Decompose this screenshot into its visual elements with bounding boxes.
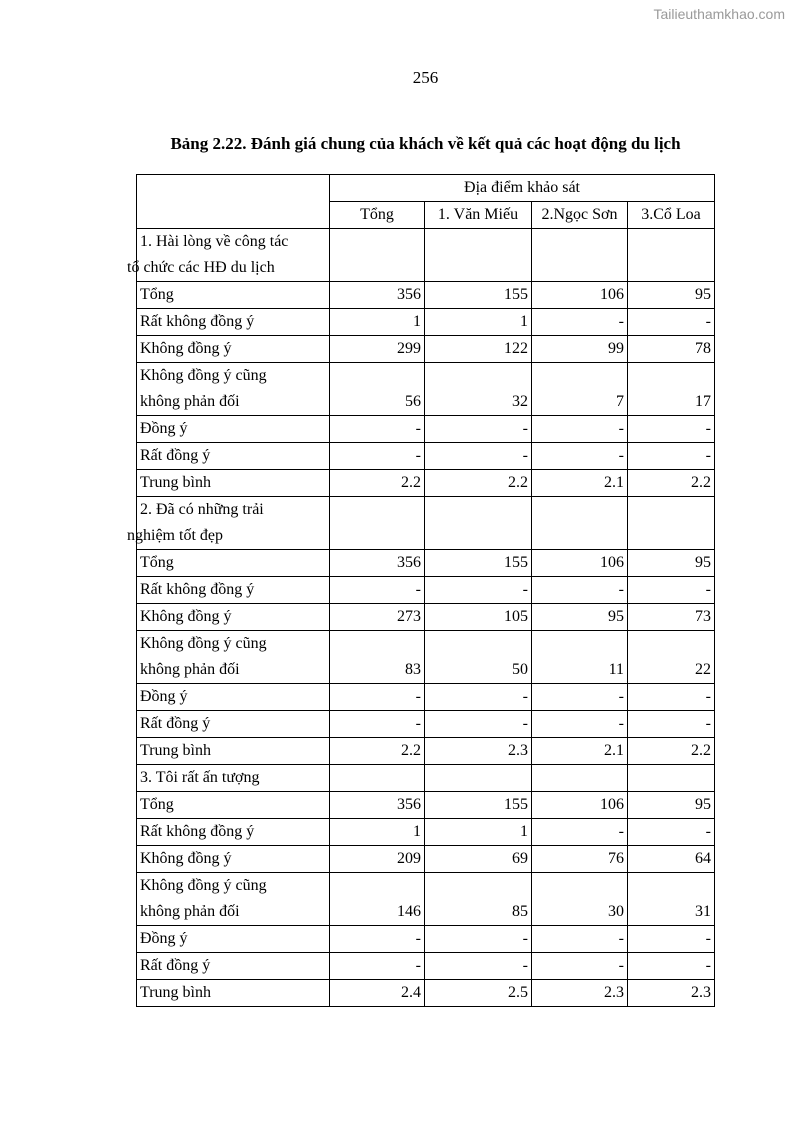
table-row xyxy=(137,336,715,363)
value-cell: 99 xyxy=(532,336,628,363)
empty-cell xyxy=(532,765,628,792)
row-label-line: Rất đồng ý xyxy=(140,715,211,732)
table-row xyxy=(137,926,715,953)
value-cell: 7 xyxy=(532,363,628,416)
value-cell: 106 xyxy=(532,550,628,577)
row-label xyxy=(137,873,330,926)
empty-cell xyxy=(330,229,425,282)
value-cell: - xyxy=(425,684,532,711)
section-header-row xyxy=(137,765,715,792)
value-cell: 95 xyxy=(532,604,628,631)
row-label-line: Không đồng ý xyxy=(140,340,232,357)
value-cell: 155 xyxy=(425,550,532,577)
column-header-co-loa: 3.Cổ Loa xyxy=(628,202,715,229)
value-cell: - xyxy=(628,953,715,980)
row-label-line: Rất không đồng ý xyxy=(140,313,255,330)
value-cell: 106 xyxy=(532,792,628,819)
value-cell: - xyxy=(532,577,628,604)
section-title-line: 2. Đã có những trải xyxy=(140,501,264,518)
table-row xyxy=(137,980,715,1007)
value-cell: 2.2 xyxy=(425,470,532,497)
value-cell: - xyxy=(330,416,425,443)
table-row xyxy=(137,953,715,980)
value-cell: 69 xyxy=(425,846,532,873)
row-label xyxy=(137,846,330,873)
table-row xyxy=(137,711,715,738)
value-cell: 2.2 xyxy=(330,470,425,497)
value-cell: 356 xyxy=(330,792,425,819)
row-label-line: Trung bình xyxy=(140,474,211,491)
value-cell: - xyxy=(628,711,715,738)
row-label-line: Không đồng ý cũng xyxy=(140,877,267,894)
value-cell: - xyxy=(532,684,628,711)
table-row xyxy=(137,363,715,416)
row-label xyxy=(137,926,330,953)
table-row xyxy=(137,873,715,926)
section-title xyxy=(137,765,330,792)
row-label-line: Tổng xyxy=(140,286,174,303)
row-label xyxy=(137,363,330,416)
empty-cell xyxy=(425,497,532,550)
page-number: 256 xyxy=(412,68,439,87)
value-cell: 1 xyxy=(425,309,532,336)
value-cell: 2.2 xyxy=(330,738,425,765)
section-title xyxy=(127,229,330,282)
survey-location-header: Địa điểm khảo sát xyxy=(330,175,715,202)
row-label xyxy=(137,550,330,577)
table-row xyxy=(137,416,715,443)
empty-cell xyxy=(628,497,715,550)
value-cell: 299 xyxy=(330,336,425,363)
value-cell: 17 xyxy=(628,363,715,416)
row-label-line: Trung bình xyxy=(140,984,211,1001)
value-cell: 2.3 xyxy=(425,738,532,765)
value-cell: - xyxy=(532,443,628,470)
value-cell: 106 xyxy=(532,282,628,309)
table-row xyxy=(137,792,715,819)
table-row xyxy=(137,631,715,684)
value-cell: - xyxy=(628,684,715,711)
value-cell: 95 xyxy=(628,550,715,577)
value-cell: - xyxy=(532,953,628,980)
value-cell: 64 xyxy=(628,846,715,873)
column-header-ngoc-son: 2.Ngọc Sơn xyxy=(532,202,628,229)
value-cell: 273 xyxy=(330,604,425,631)
row-label xyxy=(137,577,330,604)
table-row xyxy=(137,550,715,577)
row-label xyxy=(137,819,330,846)
table-body xyxy=(127,229,715,1007)
row-label-line: không phản đối xyxy=(140,903,240,920)
row-label xyxy=(137,443,330,470)
value-cell: 146 xyxy=(330,873,425,926)
section-title-line: nghiệm tốt đẹp xyxy=(127,527,223,544)
value-cell: 1 xyxy=(425,819,532,846)
value-cell: - xyxy=(532,819,628,846)
row-label-line: không phản đối xyxy=(140,393,240,410)
section-header-row xyxy=(137,497,715,550)
table-row xyxy=(137,443,715,470)
value-cell: 155 xyxy=(425,282,532,309)
value-cell: - xyxy=(425,926,532,953)
section-title-line: 1. Hài lòng về công tác xyxy=(140,233,289,250)
row-label-line: Đồng ý xyxy=(140,688,188,705)
value-cell: - xyxy=(628,416,715,443)
row-label-line: Không đồng ý xyxy=(140,850,232,867)
row-label-line: Rất đồng ý xyxy=(140,447,211,464)
value-cell: - xyxy=(330,684,425,711)
table-title: Bảng 2.22. Đánh giá chung của khách về kết quả các hoạt động du lịch xyxy=(170,134,681,153)
row-label-line: Tổng xyxy=(140,796,174,813)
empty-cell xyxy=(330,765,425,792)
value-cell: 85 xyxy=(425,873,532,926)
value-cell: 356 xyxy=(330,282,425,309)
value-cell: 356 xyxy=(330,550,425,577)
value-cell: 105 xyxy=(425,604,532,631)
value-cell: 1 xyxy=(330,819,425,846)
value-cell: - xyxy=(330,443,425,470)
row-label xyxy=(137,980,330,1007)
value-cell: - xyxy=(425,953,532,980)
row-label xyxy=(137,711,330,738)
value-cell: 2.1 xyxy=(532,738,628,765)
value-cell: 95 xyxy=(628,282,715,309)
table-row xyxy=(137,846,715,873)
value-cell: - xyxy=(628,926,715,953)
empty-cell xyxy=(628,229,715,282)
value-cell: 2.2 xyxy=(628,470,715,497)
value-cell: 31 xyxy=(628,873,715,926)
value-cell: 2.1 xyxy=(532,470,628,497)
column-header-total: Tổng xyxy=(330,202,425,229)
table-row xyxy=(137,470,715,497)
row-label-line: Không đồng ý cũng xyxy=(140,635,267,652)
value-cell: 2.5 xyxy=(425,980,532,1007)
row-label xyxy=(137,416,330,443)
value-cell: - xyxy=(330,711,425,738)
value-cell: 2.4 xyxy=(330,980,425,1007)
value-cell: 209 xyxy=(330,846,425,873)
value-cell: 2.3 xyxy=(532,980,628,1007)
value-cell: 155 xyxy=(425,792,532,819)
row-label-line: Rất không đồng ý xyxy=(140,823,255,840)
watermark: Tailieuthamkhao.com xyxy=(653,6,785,22)
row-label xyxy=(137,684,330,711)
row-label-line: Trung bình xyxy=(140,742,211,759)
value-cell: - xyxy=(330,926,425,953)
value-cell: 76 xyxy=(532,846,628,873)
survey-table xyxy=(127,174,715,1007)
row-label xyxy=(137,631,330,684)
value-cell: - xyxy=(425,577,532,604)
row-label-line: không phản đối xyxy=(140,661,240,678)
section-title-line: tổ chức các HĐ du lịch xyxy=(127,259,275,276)
value-cell: - xyxy=(532,711,628,738)
section-title xyxy=(127,497,330,550)
value-cell: 2.3 xyxy=(628,980,715,1007)
value-cell: - xyxy=(628,819,715,846)
empty-cell xyxy=(330,497,425,550)
table-row xyxy=(137,684,715,711)
value-cell: 95 xyxy=(628,792,715,819)
section-title-line: 3. Tôi rất ấn tượng xyxy=(140,769,260,786)
value-cell: 1 xyxy=(330,309,425,336)
row-label xyxy=(137,309,330,336)
row-label xyxy=(137,738,330,765)
value-cell: - xyxy=(532,416,628,443)
row-label xyxy=(137,604,330,631)
value-cell: - xyxy=(628,443,715,470)
value-cell: 73 xyxy=(628,604,715,631)
empty-cell xyxy=(628,765,715,792)
row-label xyxy=(137,953,330,980)
row-label-line: Không đồng ý cũng xyxy=(140,367,267,384)
value-cell: 56 xyxy=(330,363,425,416)
table-row xyxy=(137,577,715,604)
empty-cell xyxy=(425,229,532,282)
value-cell: - xyxy=(628,577,715,604)
empty-cell xyxy=(425,765,532,792)
row-label-line: Rất đồng ý xyxy=(140,957,211,974)
value-cell: 22 xyxy=(628,631,715,684)
header-empty-cell xyxy=(137,175,330,229)
row-label xyxy=(137,470,330,497)
table-row xyxy=(137,738,715,765)
value-cell: - xyxy=(425,416,532,443)
value-cell: - xyxy=(532,926,628,953)
value-cell: 83 xyxy=(330,631,425,684)
empty-cell xyxy=(532,497,628,550)
row-label-line: Không đồng ý xyxy=(140,608,232,625)
value-cell: - xyxy=(425,443,532,470)
table-row xyxy=(137,309,715,336)
row-label-line: Đồng ý xyxy=(140,930,188,947)
value-cell: - xyxy=(330,953,425,980)
value-cell: 122 xyxy=(425,336,532,363)
section-header-row xyxy=(137,229,715,282)
row-label xyxy=(137,792,330,819)
row-label xyxy=(137,282,330,309)
value-cell: - xyxy=(628,309,715,336)
value-cell: 32 xyxy=(425,363,532,416)
value-cell: 11 xyxy=(532,631,628,684)
row-label xyxy=(137,336,330,363)
value-cell: - xyxy=(330,577,425,604)
row-label-line: Rất không đồng ý xyxy=(140,581,255,598)
table-row xyxy=(137,604,715,631)
value-cell: 30 xyxy=(532,873,628,926)
value-cell: 50 xyxy=(425,631,532,684)
empty-cell xyxy=(532,229,628,282)
table-row xyxy=(137,282,715,309)
column-header-van-mieu: 1. Văn Miếu xyxy=(425,202,532,229)
value-cell: 78 xyxy=(628,336,715,363)
row-label-line: Tổng xyxy=(140,554,174,571)
row-label-line: Đồng ý xyxy=(140,420,188,437)
header-row-group xyxy=(137,175,715,202)
value-cell: - xyxy=(425,711,532,738)
value-cell: 2.2 xyxy=(628,738,715,765)
table-row xyxy=(137,819,715,846)
value-cell: - xyxy=(532,309,628,336)
